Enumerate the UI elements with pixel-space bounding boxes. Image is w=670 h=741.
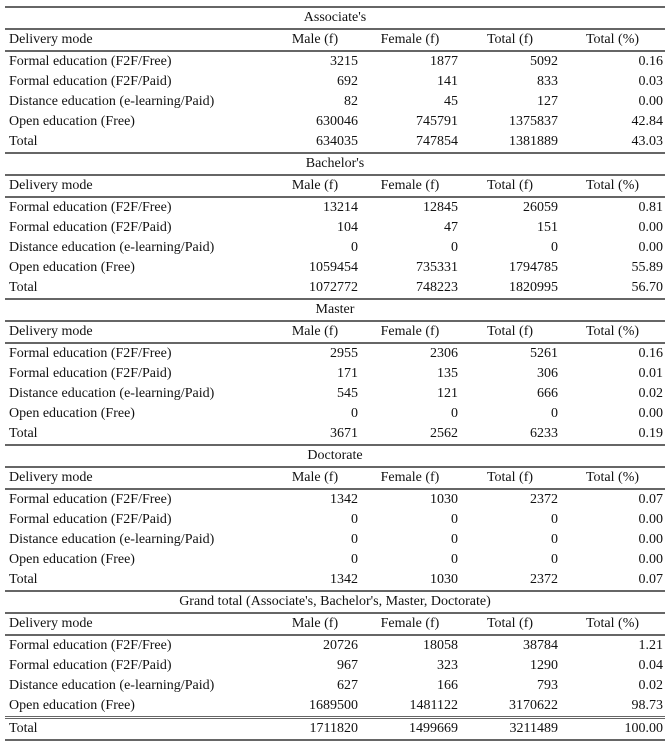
cell-total-percent: 0.07 bbox=[638, 492, 663, 507]
cell-delivery-mode: Total bbox=[5, 132, 270, 153]
table-row bbox=[5, 238, 665, 258]
header-total: Total (f) bbox=[460, 321, 560, 343]
cell-female: 1877 bbox=[430, 54, 458, 69]
cell-total: 666 bbox=[537, 386, 558, 401]
cell-total: 1381889 bbox=[460, 132, 560, 153]
cell-delivery-mode: Formal education (F2F/Paid) bbox=[9, 74, 172, 89]
cell-female: 745791 bbox=[416, 114, 458, 129]
cell-total: 26059 bbox=[523, 200, 558, 215]
cell-delivery-mode: Total bbox=[5, 278, 270, 299]
cell-male: 0 bbox=[351, 406, 358, 421]
cell-male: 0 bbox=[351, 240, 358, 255]
table-row bbox=[5, 635, 665, 656]
cell-total: 3170622 bbox=[509, 698, 558, 713]
cell-total-percent: 0.00 bbox=[638, 94, 663, 109]
column-header-row bbox=[5, 613, 665, 635]
cell-total: 2372 bbox=[530, 492, 558, 507]
cell-male: 82 bbox=[344, 94, 358, 109]
cell-total-percent: 100.00 bbox=[560, 718, 665, 741]
section-title: Bachelor's bbox=[5, 153, 665, 175]
header-male: Male (f) bbox=[270, 29, 360, 51]
cell-delivery-mode: Formal education (F2F/Free) bbox=[9, 54, 172, 69]
cell-male: 1689500 bbox=[309, 698, 358, 713]
table-row bbox=[5, 676, 665, 696]
cell-delivery-mode: Formal education (F2F/Free) bbox=[9, 638, 172, 653]
cell-female: 323 bbox=[437, 658, 458, 673]
cell-total: 0 bbox=[551, 552, 558, 567]
cell-female: 18058 bbox=[423, 638, 458, 653]
cell-male: 967 bbox=[337, 658, 358, 673]
cell-total: 38784 bbox=[523, 638, 558, 653]
cell-total: 0 bbox=[551, 532, 558, 547]
cell-male: 692 bbox=[337, 74, 358, 89]
header-delivery-mode: Delivery mode bbox=[5, 321, 270, 343]
cell-total-percent: 0.00 bbox=[638, 512, 663, 527]
cell-total: 5092 bbox=[530, 54, 558, 69]
cell-male: 545 bbox=[337, 386, 358, 401]
cell-male: 13214 bbox=[323, 200, 358, 215]
cell-total-percent: 0.01 bbox=[638, 366, 663, 381]
cell-delivery-mode: Total bbox=[5, 570, 270, 591]
cell-male: 2955 bbox=[330, 346, 358, 361]
header-total: Total (f) bbox=[460, 29, 560, 51]
column-header-row bbox=[5, 175, 665, 197]
cell-total: 127 bbox=[537, 94, 558, 109]
cell-total: 0 bbox=[551, 406, 558, 421]
cell-male: 171 bbox=[337, 366, 358, 381]
cell-delivery-mode: Formal education (F2F/Free) bbox=[9, 200, 172, 215]
cell-total-percent: 55.89 bbox=[631, 260, 663, 275]
cell-male: 0 bbox=[351, 552, 358, 567]
cell-male: 3215 bbox=[330, 54, 358, 69]
cell-delivery-mode: Total bbox=[5, 718, 270, 741]
table-row bbox=[5, 92, 665, 112]
table-row bbox=[5, 364, 665, 384]
enrollment-table bbox=[5, 6, 665, 741]
column-header-row bbox=[5, 467, 665, 489]
header-female: Female (f) bbox=[360, 613, 460, 635]
table-row bbox=[5, 510, 665, 530]
header-total-percent: Total (%) bbox=[560, 175, 665, 197]
cell-total: 1794785 bbox=[509, 260, 558, 275]
table-row bbox=[5, 696, 665, 718]
section-title: Grand total (Associate's, Bachelor's, Master, Doctorate) bbox=[5, 591, 665, 613]
cell-male: 627 bbox=[337, 678, 358, 693]
cell-total-percent: 43.03 bbox=[560, 132, 665, 153]
cell-total: 6233 bbox=[460, 424, 560, 445]
cell-total: 0 bbox=[551, 512, 558, 527]
cell-male: 0 bbox=[351, 532, 358, 547]
section-title-row bbox=[5, 153, 665, 175]
header-female: Female (f) bbox=[360, 467, 460, 489]
cell-total-percent: 0.04 bbox=[638, 658, 663, 673]
column-header-row bbox=[5, 321, 665, 343]
header-male: Male (f) bbox=[270, 467, 360, 489]
table-row bbox=[5, 384, 665, 404]
cell-male: 1059454 bbox=[309, 260, 358, 275]
cell-delivery-mode: Distance education (e-learning/Paid) bbox=[9, 678, 215, 693]
cell-delivery-mode: Total bbox=[5, 424, 270, 445]
cell-female: 2306 bbox=[430, 346, 458, 361]
cell-female: 735331 bbox=[416, 260, 458, 275]
cell-total: 793 bbox=[537, 678, 558, 693]
cell-total-percent: 0.00 bbox=[638, 552, 663, 567]
header-male: Male (f) bbox=[270, 321, 360, 343]
cell-female: 12845 bbox=[423, 200, 458, 215]
table-row bbox=[5, 404, 665, 424]
cell-female: 0 bbox=[451, 552, 458, 567]
cell-female: 141 bbox=[437, 74, 458, 89]
table-row bbox=[5, 489, 665, 510]
cell-total: 833 bbox=[537, 74, 558, 89]
cell-male: 0 bbox=[351, 512, 358, 527]
cell-female: 0 bbox=[451, 406, 458, 421]
cell-total-percent: 0.02 bbox=[638, 386, 663, 401]
header-delivery-mode: Delivery mode bbox=[5, 467, 270, 489]
section-title-row bbox=[5, 7, 665, 29]
total-row bbox=[5, 424, 665, 445]
cell-total-percent: 0.07 bbox=[560, 570, 665, 591]
cell-female: 47 bbox=[444, 220, 458, 235]
cell-total-percent: 0.16 bbox=[638, 54, 663, 69]
section-title-row bbox=[5, 445, 665, 467]
cell-female: 121 bbox=[437, 386, 458, 401]
column-header-row bbox=[5, 29, 665, 51]
cell-total-percent: 0.02 bbox=[638, 678, 663, 693]
cell-total-percent: 0.16 bbox=[638, 346, 663, 361]
cell-total-percent: 42.84 bbox=[631, 114, 663, 129]
section-title: Associate's bbox=[5, 7, 665, 29]
cell-delivery-mode: Open education (Free) bbox=[9, 406, 135, 421]
cell-female: 1499669 bbox=[360, 718, 460, 741]
header-female: Female (f) bbox=[360, 321, 460, 343]
cell-delivery-mode: Formal education (F2F/Paid) bbox=[9, 220, 172, 235]
header-delivery-mode: Delivery mode bbox=[5, 613, 270, 635]
header-total: Total (f) bbox=[460, 175, 560, 197]
cell-total-percent: 1.21 bbox=[638, 638, 663, 653]
cell-total-percent: 0.00 bbox=[638, 220, 663, 235]
cell-total: 151 bbox=[537, 220, 558, 235]
header-total-percent: Total (%) bbox=[560, 613, 665, 635]
cell-delivery-mode: Open education (Free) bbox=[9, 552, 135, 567]
cell-delivery-mode: Distance education (e-learning/Paid) bbox=[9, 94, 215, 109]
table-row bbox=[5, 197, 665, 218]
cell-total: 306 bbox=[537, 366, 558, 381]
table-row bbox=[5, 258, 665, 278]
cell-total: 1375837 bbox=[509, 114, 558, 129]
cell-total: 1820995 bbox=[460, 278, 560, 299]
total-row bbox=[5, 132, 665, 153]
cell-total: 5261 bbox=[530, 346, 558, 361]
header-total-percent: Total (%) bbox=[560, 467, 665, 489]
cell-total: 1290 bbox=[530, 658, 558, 673]
cell-total-percent: 0.00 bbox=[638, 240, 663, 255]
cell-delivery-mode: Open education (Free) bbox=[9, 114, 135, 129]
cell-male: 1072772 bbox=[270, 278, 360, 299]
cell-total-percent: 0.03 bbox=[638, 74, 663, 89]
cell-delivery-mode: Formal education (F2F/Paid) bbox=[9, 512, 172, 527]
cell-female: 0 bbox=[451, 240, 458, 255]
total-row bbox=[5, 570, 665, 591]
cell-delivery-mode: Open education (Free) bbox=[9, 260, 135, 275]
header-total: Total (f) bbox=[460, 467, 560, 489]
table-row bbox=[5, 343, 665, 364]
cell-male: 630046 bbox=[316, 114, 358, 129]
table-row bbox=[5, 112, 665, 132]
cell-total-percent: 0.81 bbox=[638, 200, 663, 215]
cell-male: 104 bbox=[337, 220, 358, 235]
cell-delivery-mode: Formal education (F2F/Free) bbox=[9, 492, 172, 507]
header-female: Female (f) bbox=[360, 175, 460, 197]
cell-female: 2562 bbox=[360, 424, 460, 445]
cell-male: 1711820 bbox=[270, 718, 360, 741]
cell-total: 0 bbox=[551, 240, 558, 255]
cell-female: 1030 bbox=[360, 570, 460, 591]
cell-male: 3671 bbox=[270, 424, 360, 445]
header-total-percent: Total (%) bbox=[560, 321, 665, 343]
cell-total: 3211489 bbox=[460, 718, 560, 741]
cell-delivery-mode: Distance education (e-learning/Paid) bbox=[9, 386, 215, 401]
section-title-row bbox=[5, 299, 665, 321]
total-row bbox=[5, 278, 665, 299]
table-row bbox=[5, 72, 665, 92]
header-total-percent: Total (%) bbox=[560, 29, 665, 51]
cell-delivery-mode: Formal education (F2F/Paid) bbox=[9, 366, 172, 381]
cell-male: 20726 bbox=[323, 638, 358, 653]
header-delivery-mode: Delivery mode bbox=[5, 29, 270, 51]
cell-female: 748223 bbox=[360, 278, 460, 299]
cell-female: 135 bbox=[437, 366, 458, 381]
cell-female: 1481122 bbox=[409, 698, 458, 713]
cell-delivery-mode: Formal education (F2F/Paid) bbox=[9, 658, 172, 673]
header-male: Male (f) bbox=[270, 613, 360, 635]
cell-delivery-mode: Open education (Free) bbox=[9, 698, 135, 713]
cell-total-percent: 98.73 bbox=[631, 698, 663, 713]
cell-delivery-mode: Distance education (e-learning/Paid) bbox=[9, 532, 215, 547]
cell-female: 45 bbox=[444, 94, 458, 109]
total-row bbox=[5, 718, 665, 741]
cell-total-percent: 0.00 bbox=[638, 532, 663, 547]
cell-female: 0 bbox=[451, 532, 458, 547]
cell-total-percent: 56.70 bbox=[560, 278, 665, 299]
table-row bbox=[5, 550, 665, 570]
cell-delivery-mode: Formal education (F2F/Free) bbox=[9, 346, 172, 361]
section-title: Master bbox=[5, 299, 665, 321]
header-male: Male (f) bbox=[270, 175, 360, 197]
cell-delivery-mode: Distance education (e-learning/Paid) bbox=[9, 240, 215, 255]
cell-female: 0 bbox=[451, 512, 458, 527]
cell-total-percent: 0.00 bbox=[638, 406, 663, 421]
table-row bbox=[5, 656, 665, 676]
section-title-row bbox=[5, 591, 665, 613]
table-row bbox=[5, 51, 665, 72]
cell-female: 166 bbox=[437, 678, 458, 693]
cell-total-percent: 0.19 bbox=[560, 424, 665, 445]
header-female: Female (f) bbox=[360, 29, 460, 51]
section-title: Doctorate bbox=[5, 445, 665, 467]
cell-female: 1030 bbox=[430, 492, 458, 507]
cell-male: 1342 bbox=[270, 570, 360, 591]
table-row bbox=[5, 218, 665, 238]
cell-female: 747854 bbox=[360, 132, 460, 153]
cell-total: 2372 bbox=[460, 570, 560, 591]
table-row bbox=[5, 530, 665, 550]
header-delivery-mode: Delivery mode bbox=[5, 175, 270, 197]
cell-male: 634035 bbox=[270, 132, 360, 153]
header-total: Total (f) bbox=[460, 613, 560, 635]
cell-male: 1342 bbox=[330, 492, 358, 507]
